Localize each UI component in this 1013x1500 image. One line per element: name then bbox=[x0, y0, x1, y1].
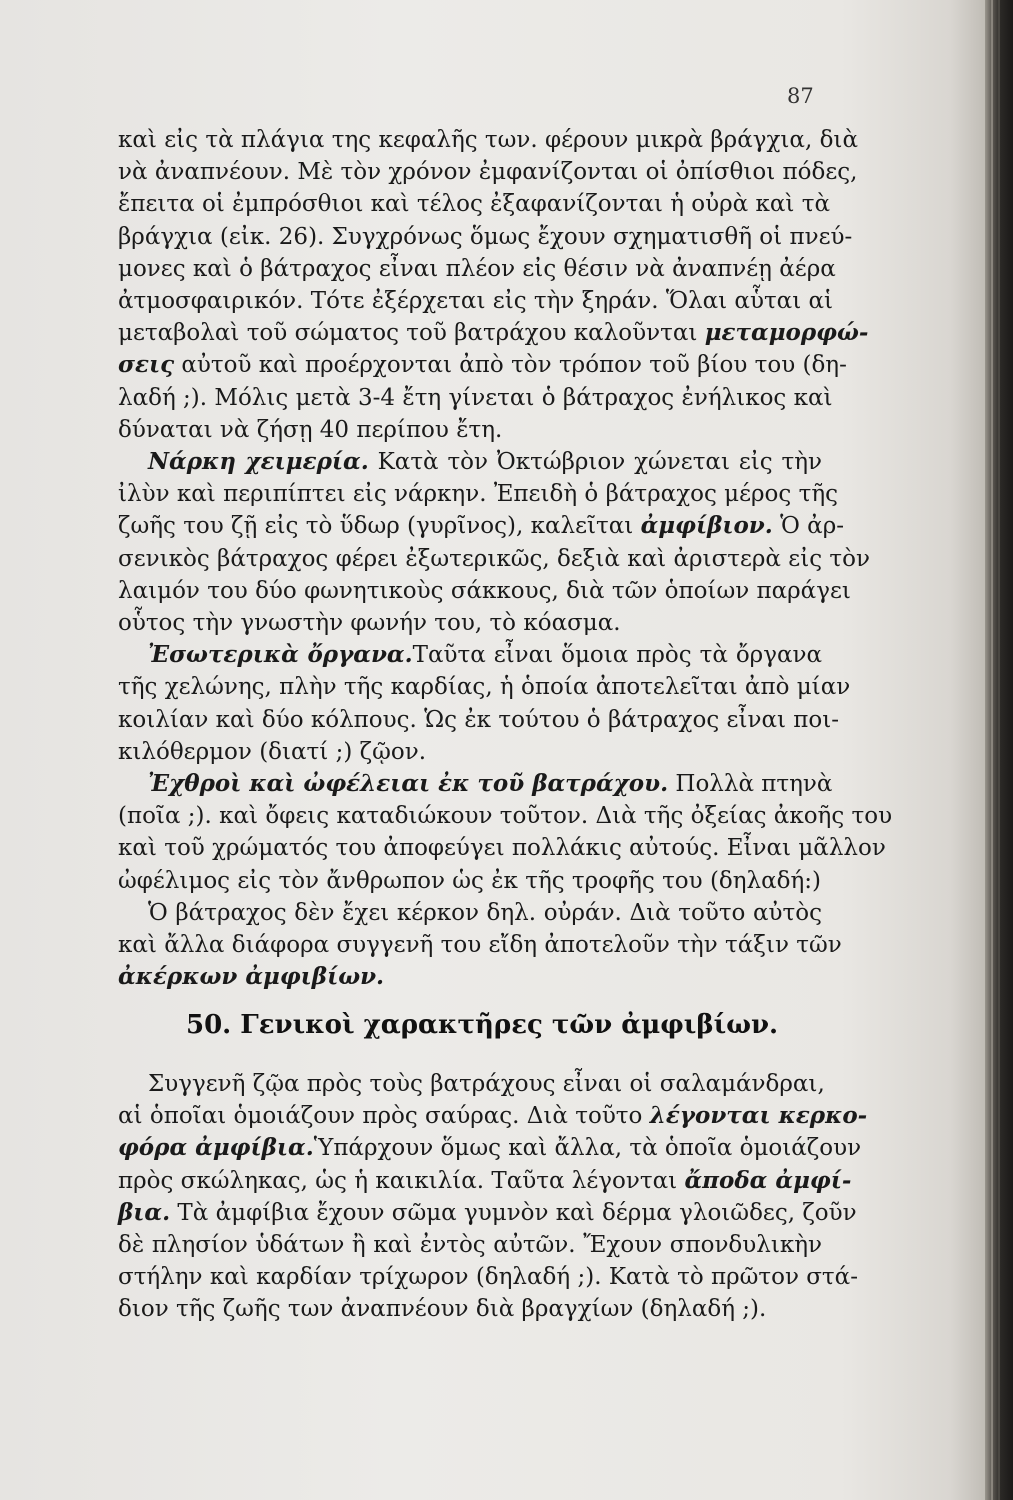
text-line: στήλην καὶ καρδίαν τρίχωρον (δηλαδή ;). Κατὰ τὸ πρῶτον στά- bbox=[118, 1264, 858, 1291]
term-apoda: ἄποδα ἀμφί- bbox=[684, 1166, 852, 1194]
term-acaudate-amphibians: ἀκέρκων ἀμφιβίων. bbox=[118, 963, 385, 991]
subheading-internal-organs: Ἐσωτερικὰ ὄργανα. bbox=[148, 641, 413, 669]
text-run: Ταῦτα εἶναι ὅμοια πρὸς τὰ ὄργανα bbox=[412, 642, 822, 669]
text-run: αὐτοῦ καὶ προέρχονται ἀπὸ τὸν τρόπον τοῦ βίου του (δη- bbox=[181, 352, 847, 379]
text-line: ἔπειτα οἱ ἐμπρόσθιοι καὶ τέλος ἐξαφανίζονται ἡ οὐρὰ καὶ τὰ bbox=[118, 191, 830, 218]
term-apoda-end: βια. bbox=[118, 1198, 171, 1226]
text-line: Συγγενῆ ζῷα πρὸς τοὺς βατράχους εἶναι οἱ σαλαμάνδραι, bbox=[148, 1071, 825, 1097]
text-run: Ὁ ἀρ- bbox=[780, 513, 844, 540]
term-metamorphosis-end: σεις bbox=[118, 351, 175, 379]
text-run: Πολλὰ πτηνὰ bbox=[675, 771, 833, 798]
text-line: βράγχια (εἰκ. 26). Συγχρόνως ὅμως ἔχουν σχηματισθῆ οἱ πνεύ- bbox=[118, 223, 853, 250]
page-number: 87 bbox=[787, 84, 814, 108]
term-metamorphosis: μεταμορφώ- bbox=[704, 319, 869, 347]
subheading-hibernation: Νάρκη χειμερία. bbox=[148, 448, 369, 476]
term-caudate: λέγονται κερκο- bbox=[649, 1102, 868, 1130]
text-line bbox=[118, 639, 822, 671]
text-line: μονες καὶ ὁ βάτραχος εἶναι πλέον εἰς θέσιν νὰ ἀναπνέῃ ἀέρα bbox=[118, 255, 836, 282]
text-line: Ὁ βάτραχος δὲν ἔχει κέρκον δηλ. οὐράν. Διὰ τοῦτο αὐτὸς bbox=[148, 899, 822, 926]
text-run: Τὰ ἀμφίβια ἔχουν σῶμα γυμνὸν καὶ δέρμα γλοιῶδες, ζοῦν bbox=[177, 1199, 857, 1226]
text-line bbox=[118, 510, 844, 542]
text-line: δύναται νὰ ζήσῃ 40 περίπου ἔτη. bbox=[118, 416, 503, 443]
text-line bbox=[118, 349, 847, 381]
text-line: οὗτος τὴν γνωστὴν φωνήν του, τὸ κόασμα. bbox=[118, 610, 621, 637]
text-run: ζωῆς του ζῇ εἰς τὸ ὕδωρ (γυρῖνος), καλεῖται bbox=[118, 513, 634, 540]
text-line: ἀτμοσφαιρικόν. Τότε ἐξέρχεται εἰς τὴν ξηράν. Ὅλαι αὗται αἱ bbox=[118, 288, 834, 315]
term-caudate-end: φόρα ἀμφίβια. bbox=[118, 1134, 314, 1162]
body-text bbox=[118, 124, 893, 993]
text-line bbox=[118, 768, 833, 800]
book-spine bbox=[985, 0, 1013, 1500]
text-line: ὠφέλιμος εἰς τὸν ἄνθρωπον ὡς ἐκ τῆς τροφῆς του (δηλαδή:) bbox=[118, 867, 822, 894]
section-text bbox=[118, 1068, 868, 1326]
text-line bbox=[118, 1165, 852, 1197]
text-line: καὶ τοῦ χρώματός του ἀποφεύγει πολλάκις αὐτούς. Εἶναι μᾶλλον bbox=[118, 835, 886, 862]
text-line: σενικὸς βάτραχος φέρει ἐξωτερικῶς, δεξιὰ καὶ ἀριστερὰ εἰς τὸν bbox=[118, 545, 870, 572]
text-line: νὰ ἀναπνέουν. Μὲ τὸν χρόνον ἐμφανίζονται οἱ ὀπίσθιοι πόδες, bbox=[118, 159, 858, 186]
text-run: αἱ ὁποῖαι ὁμοιάζουν πρὸς σαύρας. Διὰ τοῦτο bbox=[118, 1103, 643, 1130]
text-line bbox=[118, 446, 822, 478]
text-line: δὲ πλησίον ὑδάτων ἢ καὶ ἐντὸς αὐτῶν. Ἔχουν σπονδυλικὴν bbox=[118, 1232, 822, 1259]
text-line bbox=[118, 1132, 862, 1164]
text-line: διον τῆς ζωῆς των ἀναπνέουν διὰ βραγχίων (δηλαδή ;). bbox=[118, 1296, 767, 1323]
text-line: λαιμόν του δύο φωνητικοὺς σάκκους, διὰ τῶν ὁποίων παράγει bbox=[118, 577, 851, 604]
text-line bbox=[118, 317, 869, 349]
text-line: καὶ εἰς τὰ πλάγια της κεφαλῆς των. φέρουν μικρὰ βράγχια, διὰ bbox=[118, 127, 858, 153]
text-run: πρὸς σκώληκας, ὡς ἡ καικιλία. Ταῦτα λέγονται bbox=[118, 1167, 678, 1194]
text-run: Κατὰ τὸν Ὀκτώβριον χώνεται εἰς τὴν bbox=[377, 449, 822, 476]
text-run: μεταβολαὶ τοῦ σώματος τοῦ βατράχου καλοῦνται bbox=[118, 320, 698, 347]
text-line: κοιλίαν καὶ δύο κόλπους. Ὡς ἐκ τούτου ὁ βάτραχος εἶναι ποι- bbox=[118, 706, 840, 733]
text-line: τῆς χελώνης, πλὴν τῆς καρδίας, ἡ ὁποία ἀποτελεῖται ἀπὸ μίαν bbox=[118, 674, 851, 701]
text-line bbox=[118, 1197, 857, 1229]
text-line bbox=[118, 1100, 868, 1132]
text-line: ἰλὺν καὶ περιπίπτει εἰς νάρκην. Ἐπειδὴ ὁ βάτραχος μέρος τῆς bbox=[118, 481, 838, 508]
text-run: Ὑπάρχουν ὅμως καὶ ἄλλα, τὰ ὁποῖα ὁμοιάζουν bbox=[313, 1135, 862, 1162]
text-line: λαδή ;). Μόλις μετὰ 3-4 ἔτη γίνεται ὁ βάτραχος ἐνήλικος καὶ bbox=[118, 384, 833, 411]
spine-edge bbox=[998, 0, 1000, 1500]
spine-edge bbox=[991, 0, 993, 1500]
subheading-enemies-benefits: Ἐχθροὶ καὶ ὠφέλειαι ἐκ τοῦ βατράχου. bbox=[148, 770, 669, 798]
text-line: κιλόθερμον (διατί ;) ζῷον. bbox=[118, 738, 427, 765]
section-heading: 50. Γενικοὶ χαρακτῆρες τῶν ἀμφιβίων. bbox=[186, 1010, 779, 1040]
text-line: καὶ ἄλλα διάφορα συγγενῆ του εἴδη ἀποτελοῦν τὴν τάξιν τῶν bbox=[118, 932, 842, 959]
text-line: (ποῖα ;). καὶ ὄφεις καταδιώκουν τοῦτον. Διὰ τῆς ὀξείας ἀκοῆς του bbox=[118, 803, 893, 830]
term-amphibian: ἀμφίβιον. bbox=[640, 512, 773, 540]
